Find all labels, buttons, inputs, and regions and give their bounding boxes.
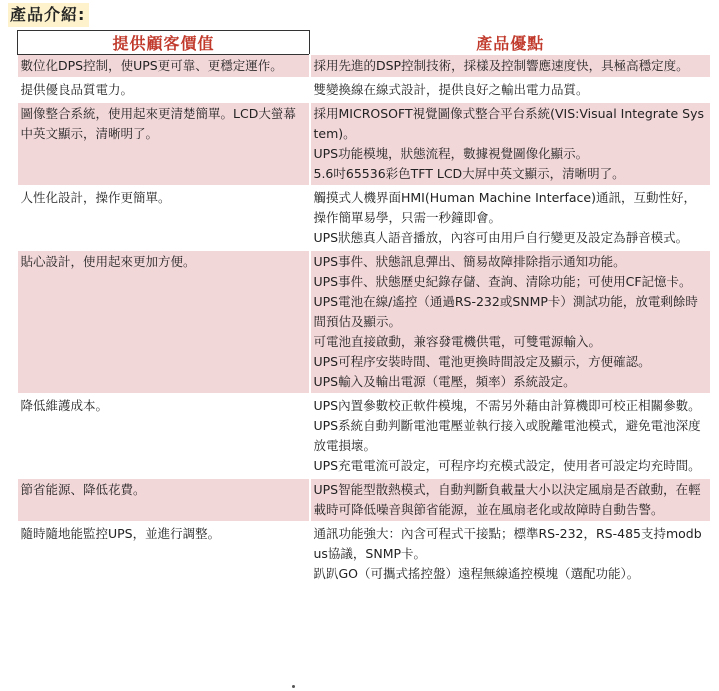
advantage-line: UPS內置參數校正軟件模塊，不需另外藉由計算機即可校正相關參數。: [313, 398, 701, 413]
advantage-line: UPS輸入及輸出電源（電壓，頻率）系統設定。: [313, 374, 576, 389]
table-row: [18, 55, 711, 79]
product-advantage-cell: [310, 394, 711, 478]
product-advantage-cell: [310, 186, 711, 250]
advantage-line: 採用先進的DSP控制技術，採樣及控制響應速度快，具極高穩定度。: [313, 57, 689, 73]
customer-value-cell: 圖像整合系統，使用起來更清楚簡單。LCD大螢幕中英文顯示，清晰明了。: [18, 102, 310, 186]
table-row: [18, 394, 711, 478]
advantage-line: UPS狀態真人語音播放，內容可由用戶自行變更及設定為靜音模式。: [313, 230, 689, 245]
advantage-line: UPS電池在線/遙控（通過RS-232或SNMP卡）測試功能，放電剩餘時間預估及顯示。: [313, 294, 698, 329]
customer-value-cell: 提供優良品質電力。: [18, 78, 310, 102]
table-row: [18, 186, 711, 250]
advantage-line: UPS可程序安裝時間、電池更換時間設定及顯示，方便確認。: [313, 354, 651, 369]
advantage-line: UPS系統自動判斷電池電壓並執行接入或脫離電池模式，避免電池深度放電損壞。: [313, 418, 701, 453]
advantage-line: 通訊功能強大：內含可程式干接點；標準RS-232，RS-485支持modbus協議，SNMP卡。: [313, 526, 702, 561]
advantage-line: UPS智能型散熱模式，自動判斷負載量大小以決定風扇是否啟動，在輕載時可降低噪音與節省能源，並在風扇老化或故障時自動告警。: [313, 482, 701, 517]
table-row: [18, 478, 711, 522]
product-advantage-cell: [310, 102, 711, 186]
column-header-product-advantages: 產品優點: [310, 31, 711, 55]
advantage-line: UPS事件、狀態訊息彈出、簡易故障排除指示通知功能。: [313, 254, 626, 269]
customer-value-cell: 人性化設計，操作更簡單。: [18, 186, 310, 250]
customer-value-cell: 降低維護成本。: [18, 394, 310, 478]
table-row: [18, 522, 711, 586]
bottom-dot: [292, 685, 295, 688]
page-heading: 產品介紹:: [8, 3, 89, 27]
customer-value-cell: 節省能源、降低花費。: [18, 478, 310, 522]
table-row: [18, 102, 711, 186]
table-header-row: [18, 31, 711, 55]
advantage-line: 雙變換線在線式設計，提供良好之輸出電力品質。: [313, 82, 589, 97]
product-advantage-cell: [310, 55, 711, 79]
table-row: [18, 78, 711, 102]
customer-value-cell: 數位化DPS控制，使UPS更可靠、更穩定運作。: [18, 55, 310, 79]
product-advantage-cell: [310, 78, 711, 102]
advantage-line: UPS事件、狀態歷史紀錄存儲、查詢、清除功能；可使用CF記憶卡。: [313, 274, 692, 289]
product-feature-table: [17, 30, 712, 587]
column-header-customer-value: 提供顧客價值: [18, 31, 310, 55]
advantage-line: UPS充電電流可設定，可程序均充模式設定，使用者可設定均充時間。: [313, 458, 701, 473]
advantage-line: UPS功能模塊，狀態流程，數據視覺圖像化顯示。: [313, 146, 589, 161]
product-advantage-cell: [310, 478, 711, 522]
table-row: [18, 250, 711, 394]
product-advantage-cell: [310, 250, 711, 394]
advantage-line: 觸摸式人機界面HMI(Human Machine Interface)通訊，互動性好，操作簡單易學，只需一秒鐘即會。: [313, 190, 696, 225]
advantage-line: 採用MICROSOFT視覺圖像式整合平台系統(VIS:Visual Integrate System)。: [313, 106, 704, 141]
customer-value-cell: 貼心設計，使用起來更加方便。: [18, 250, 310, 394]
product-advantage-cell: [310, 522, 711, 586]
advantage-line: 趴趴GO（可攜式搖控盤）遠程無線遙控模塊（選配功能）。: [313, 566, 640, 581]
advantage-line: 可電池直接啟動，兼容發電機供電，可雙電源輸入。: [313, 334, 602, 349]
advantage-line: 5.6吋65536彩色TFT LCD大屏中英文顯示，清晰明了。: [313, 166, 625, 181]
customer-value-cell: 隨時隨地能監控UPS，並進行調整。: [18, 522, 310, 586]
